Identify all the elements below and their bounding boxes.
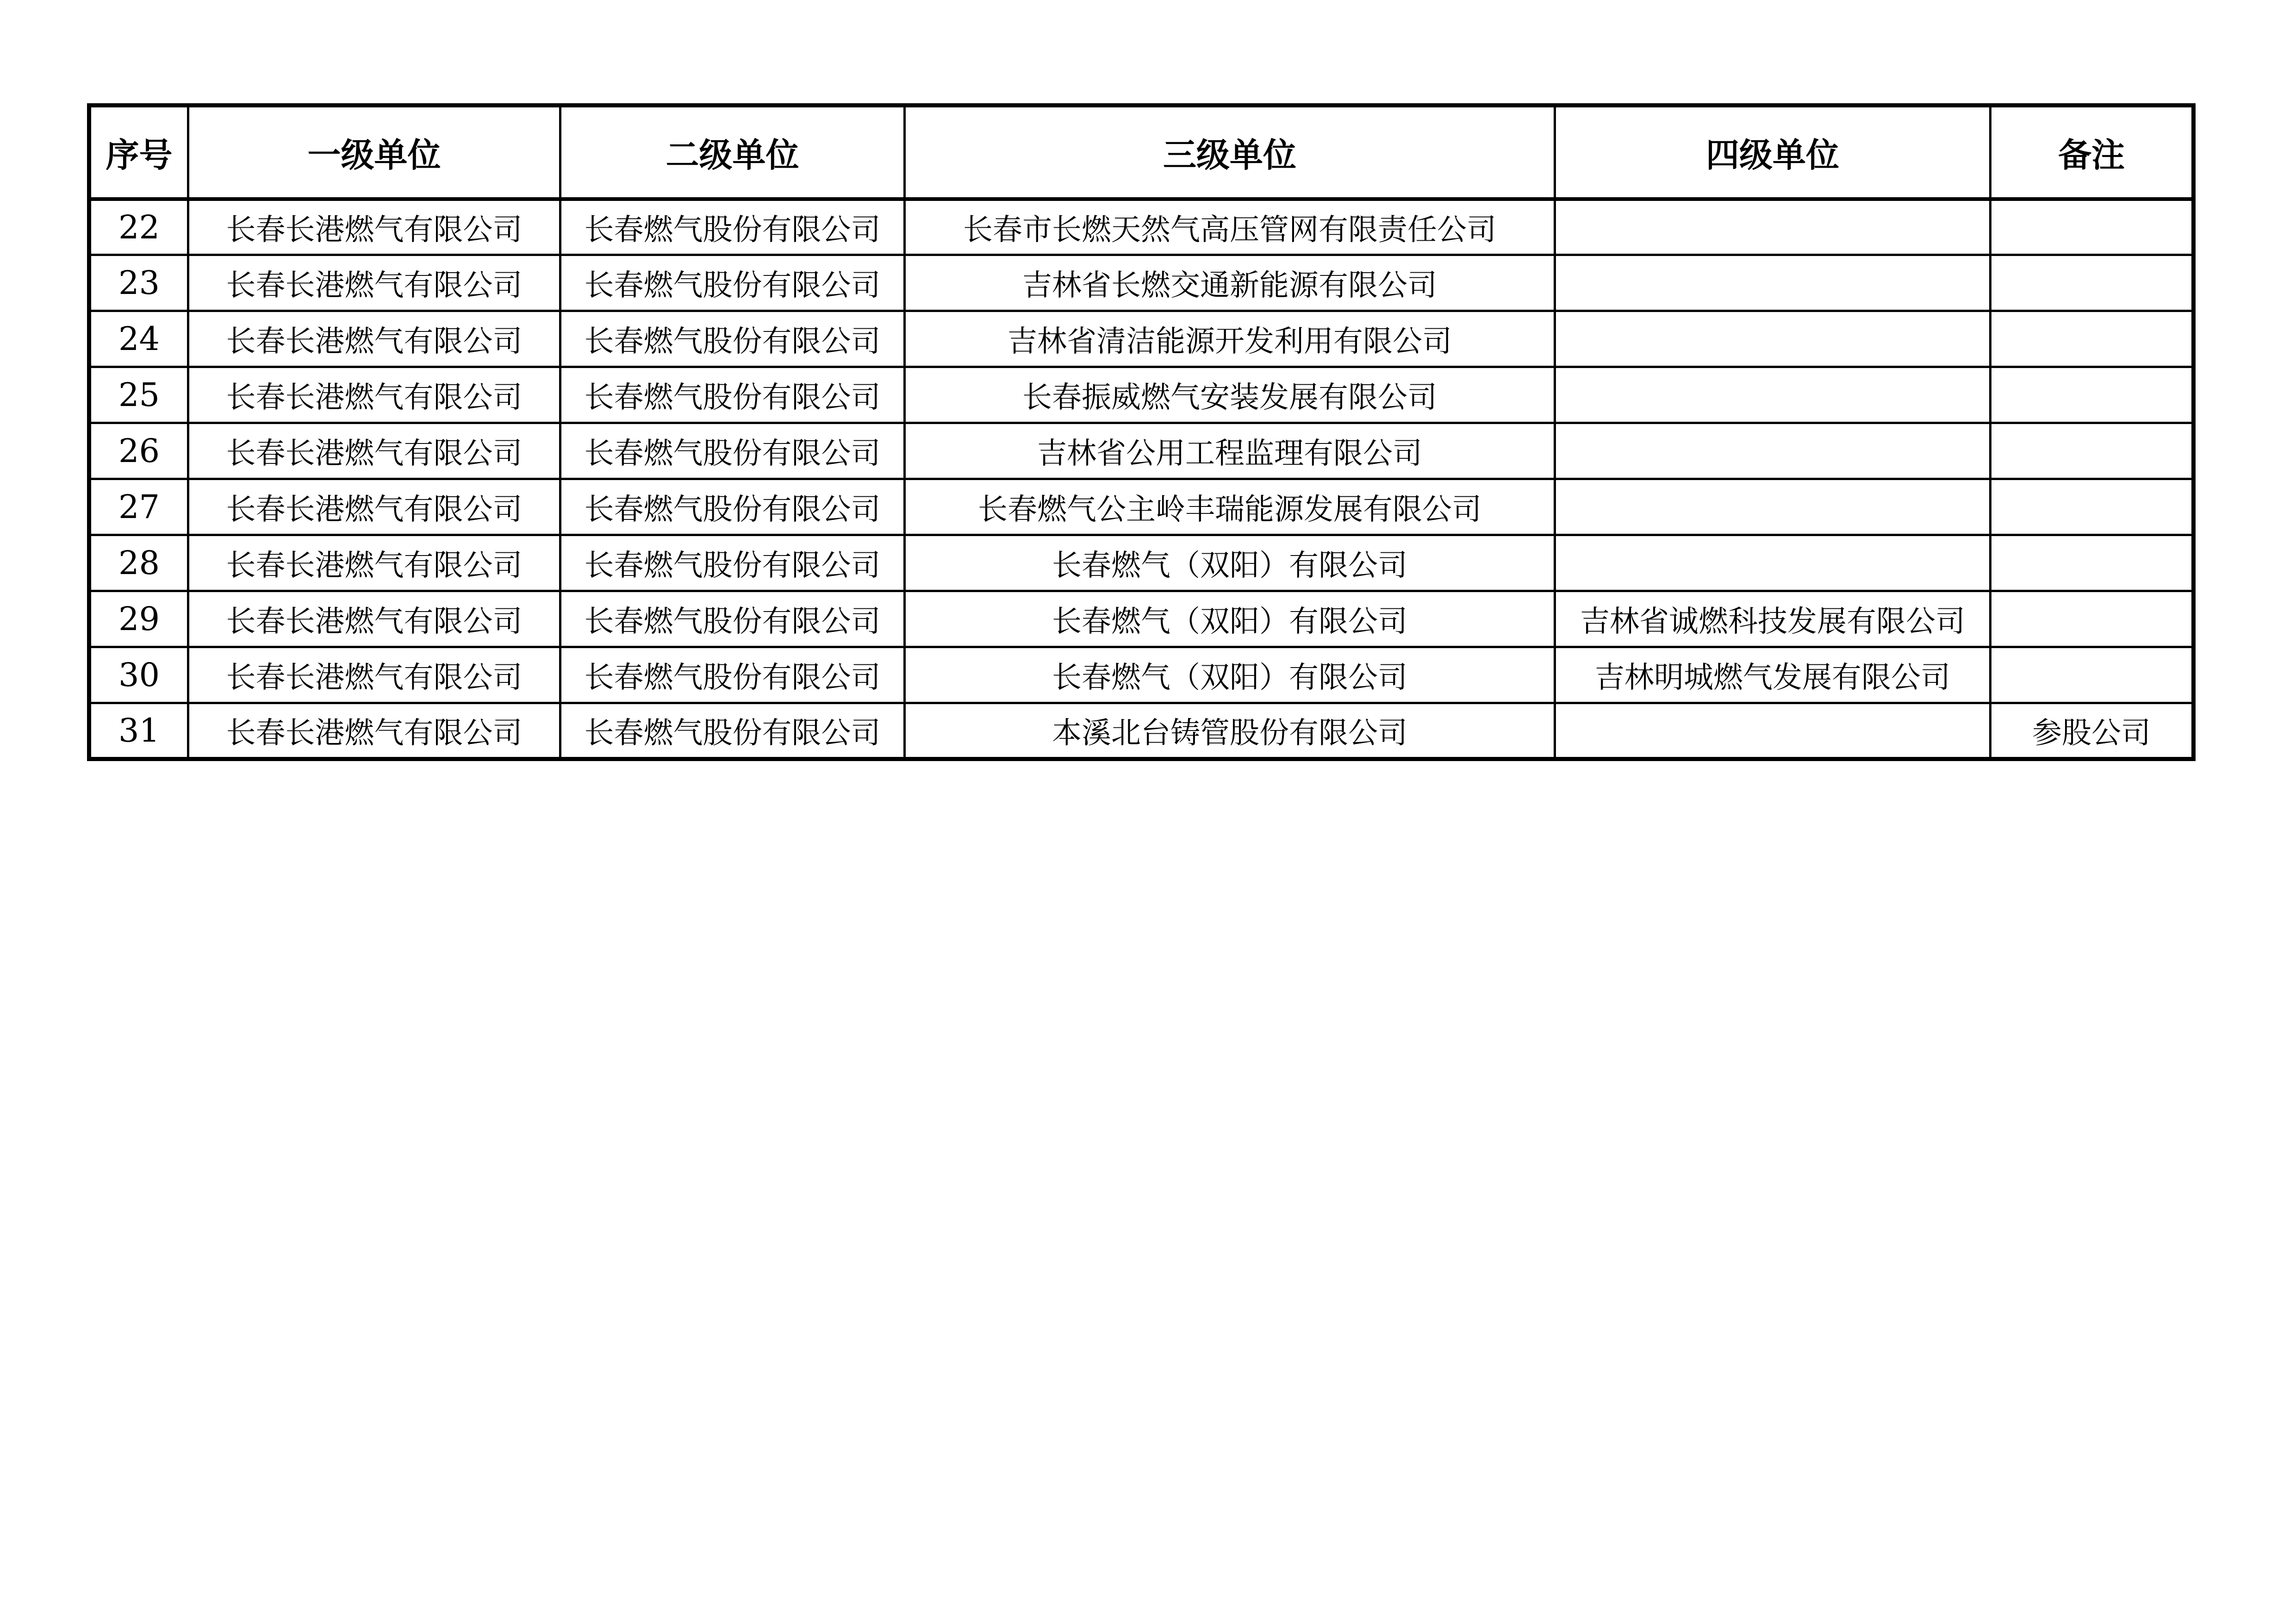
table-row bbox=[89, 647, 2194, 703]
cell-level4-unit bbox=[1555, 199, 1991, 255]
cell-serial-number: 26 bbox=[89, 423, 188, 479]
cell-serial-number: 24 bbox=[89, 311, 188, 367]
header-level3-unit: 三级单位 bbox=[905, 106, 1555, 199]
table-row bbox=[89, 311, 2194, 367]
cell-level3-unit: 长春市长燃天然气高压管网有限责任公司 bbox=[905, 199, 1555, 255]
header-level2-unit: 二级单位 bbox=[560, 106, 905, 199]
table-row bbox=[89, 535, 2194, 591]
cell-level4-unit: 吉林省诚燃科技发展有限公司 bbox=[1555, 591, 1991, 647]
cell-level3-unit: 吉林省长燃交通新能源有限公司 bbox=[905, 255, 1555, 311]
cell-serial-number: 28 bbox=[89, 535, 188, 591]
cell-remark bbox=[1991, 479, 2194, 535]
cell-level4-unit bbox=[1555, 535, 1991, 591]
cell-remark bbox=[1991, 367, 2194, 423]
cell-level3-unit: 长春燃气（双阳）有限公司 bbox=[905, 535, 1555, 591]
cell-serial-number: 31 bbox=[89, 703, 188, 759]
cell-level2-unit: 长春燃气股份有限公司 bbox=[560, 479, 905, 535]
cell-remark: 参股公司 bbox=[1991, 703, 2194, 759]
table-row bbox=[89, 591, 2194, 647]
cell-serial-number: 27 bbox=[89, 479, 188, 535]
cell-level4-unit bbox=[1555, 311, 1991, 367]
table-header-row bbox=[89, 106, 2194, 199]
cell-level2-unit: 长春燃气股份有限公司 bbox=[560, 199, 905, 255]
cell-level2-unit: 长春燃气股份有限公司 bbox=[560, 423, 905, 479]
table-row bbox=[89, 423, 2194, 479]
header-remark: 备注 bbox=[1991, 106, 2194, 199]
table-row bbox=[89, 367, 2194, 423]
cell-remark bbox=[1991, 199, 2194, 255]
header-level4-unit: 四级单位 bbox=[1555, 106, 1991, 199]
cell-remark bbox=[1991, 591, 2194, 647]
table-row bbox=[89, 479, 2194, 535]
cell-level2-unit: 长春燃气股份有限公司 bbox=[560, 367, 905, 423]
cell-serial-number: 29 bbox=[89, 591, 188, 647]
cell-level3-unit: 长春燃气（双阳）有限公司 bbox=[905, 647, 1555, 703]
cell-level2-unit: 长春燃气股份有限公司 bbox=[560, 255, 905, 311]
header-row bbox=[89, 106, 2194, 199]
header-level1-unit: 一级单位 bbox=[188, 106, 560, 199]
cell-level4-unit bbox=[1555, 255, 1991, 311]
cell-level3-unit: 吉林省公用工程监理有限公司 bbox=[905, 423, 1555, 479]
subsidiary-units-table bbox=[87, 103, 2196, 761]
cell-remark bbox=[1991, 647, 2194, 703]
table-row bbox=[89, 255, 2194, 311]
cell-level3-unit: 长春振威燃气安装发展有限公司 bbox=[905, 367, 1555, 423]
cell-level1-unit: 长春长港燃气有限公司 bbox=[188, 423, 560, 479]
cell-level1-unit: 长春长港燃气有限公司 bbox=[188, 311, 560, 367]
cell-level4-unit bbox=[1555, 367, 1991, 423]
table-row bbox=[89, 703, 2194, 759]
table-row bbox=[89, 199, 2194, 255]
cell-level4-unit bbox=[1555, 479, 1991, 535]
cell-level1-unit: 长春长港燃气有限公司 bbox=[188, 535, 560, 591]
cell-level4-unit: 吉林明城燃气发展有限公司 bbox=[1555, 647, 1991, 703]
header-serial-number: 序号 bbox=[89, 106, 188, 199]
cell-level2-unit: 长春燃气股份有限公司 bbox=[560, 647, 905, 703]
cell-level1-unit: 长春长港燃气有限公司 bbox=[188, 647, 560, 703]
cell-serial-number: 25 bbox=[89, 367, 188, 423]
cell-level1-unit: 长春长港燃气有限公司 bbox=[188, 591, 560, 647]
cell-level4-unit bbox=[1555, 423, 1991, 479]
cell-serial-number: 30 bbox=[89, 647, 188, 703]
cell-level1-unit: 长春长港燃气有限公司 bbox=[188, 199, 560, 255]
cell-level2-unit: 长春燃气股份有限公司 bbox=[560, 591, 905, 647]
table-body bbox=[89, 199, 2194, 759]
cell-level3-unit: 长春燃气（双阳）有限公司 bbox=[905, 591, 1555, 647]
cell-remark bbox=[1991, 423, 2194, 479]
cell-remark bbox=[1991, 535, 2194, 591]
cell-level1-unit: 长春长港燃气有限公司 bbox=[188, 703, 560, 759]
cell-level1-unit: 长春长港燃气有限公司 bbox=[188, 367, 560, 423]
cell-level3-unit: 本溪北台铸管股份有限公司 bbox=[905, 703, 1555, 759]
cell-level3-unit: 吉林省清洁能源开发利用有限公司 bbox=[905, 311, 1555, 367]
cell-level2-unit: 长春燃气股份有限公司 bbox=[560, 703, 905, 759]
cell-level3-unit: 长春燃气公主岭丰瑞能源发展有限公司 bbox=[905, 479, 1555, 535]
cell-serial-number: 23 bbox=[89, 255, 188, 311]
cell-remark bbox=[1991, 311, 2194, 367]
cell-level2-unit: 长春燃气股份有限公司 bbox=[560, 535, 905, 591]
cell-level4-unit bbox=[1555, 703, 1991, 759]
cell-level2-unit: 长春燃气股份有限公司 bbox=[560, 311, 905, 367]
cell-level1-unit: 长春长港燃气有限公司 bbox=[188, 479, 560, 535]
cell-remark bbox=[1991, 255, 2194, 311]
cell-level1-unit: 长春长港燃气有限公司 bbox=[188, 255, 560, 311]
cell-serial-number: 22 bbox=[89, 199, 188, 255]
